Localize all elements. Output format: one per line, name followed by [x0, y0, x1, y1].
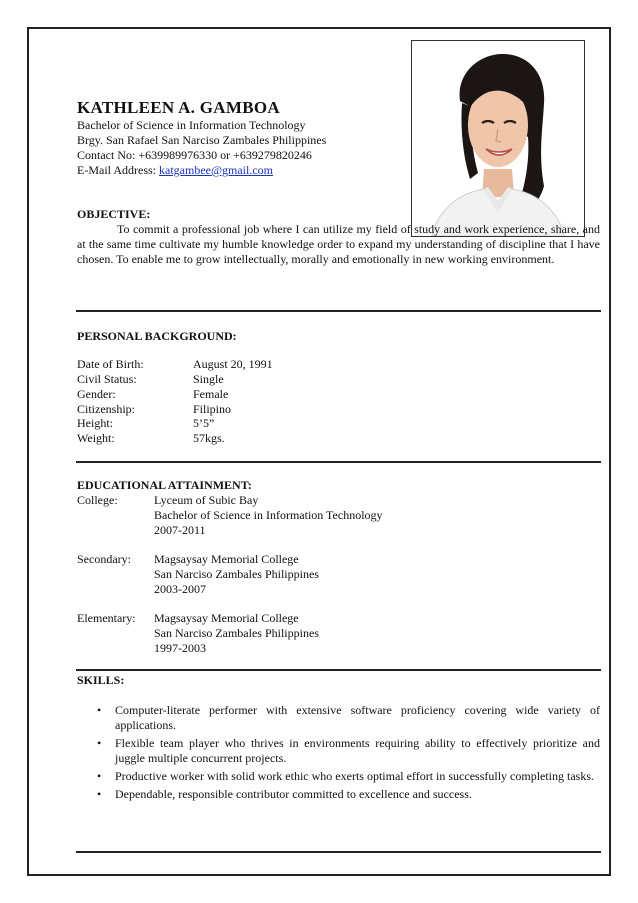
- contact-line: Contact No: +639989976330 or +639279820246: [77, 148, 312, 162]
- objective-title: OBJECTIVE:: [77, 207, 151, 221]
- skills-list: [77, 703, 600, 805]
- education-detail: San Narciso Zambales Philippines: [154, 626, 319, 640]
- skills-title: SKILLS:: [77, 673, 125, 687]
- list-item: [77, 736, 600, 766]
- email-link[interactable]: katgambee@gmail.com: [159, 163, 274, 177]
- skill-text: Dependable, responsible contributor committed to excellence and success.: [115, 787, 472, 801]
- objective-text: To commit a professional job where I can utilize my field of study and work experience, share, and at the same time cultivate my humble knowledge order to expand my understanding of discipline that I have chosen. To enable me to grow intellectually, morally and emotionally in new working environment.: [77, 222, 600, 266]
- personal-row-dob: [77, 357, 377, 372]
- personal-value: 5’5”: [193, 416, 215, 430]
- skill-text: Productive worker with solid work ethic who exerts optimal effort in successfully completing tasks.: [115, 769, 595, 783]
- bullet-icon: •: [97, 787, 102, 801]
- personal-row-height: [77, 416, 377, 431]
- personal-background-title: PERSONAL BACKGROUND:: [77, 329, 237, 343]
- bullet-icon: •: [97, 736, 102, 750]
- degree-line: Bachelor of Science in Information Technology: [77, 118, 306, 132]
- personal-value: Female: [193, 387, 229, 401]
- list-item: [77, 769, 600, 784]
- education-school: Magsaysay Memorial College: [154, 611, 299, 625]
- applicant-name: KATHLEEN A. GAMBOA: [77, 98, 280, 117]
- divider: [76, 851, 601, 853]
- education-years: 2007-2011: [154, 523, 206, 537]
- education-label: Secondary:: [77, 552, 131, 566]
- education-years: 2003-2007: [154, 582, 206, 596]
- education-label: Elementary:: [77, 611, 136, 625]
- list-item: [77, 787, 600, 802]
- bullet-icon: •: [97, 769, 102, 783]
- education-school: Magsaysay Memorial College: [154, 552, 299, 566]
- skill-text: Computer-literate performer with extensive software proficiency covering wide variety of applications.: [115, 703, 600, 732]
- personal-row-gender: [77, 387, 377, 402]
- profile-photo: [411, 40, 585, 237]
- personal-label: Height:: [77, 416, 113, 430]
- personal-value: Filipino: [193, 402, 232, 416]
- education-years: 1997-2003: [154, 641, 206, 655]
- divider: [76, 669, 601, 671]
- personal-label: Civil Status:: [77, 372, 137, 386]
- personal-value: Single: [193, 372, 224, 386]
- education-title: EDUCATIONAL ATTAINMENT:: [77, 478, 252, 492]
- personal-value: 57kgs.: [193, 431, 225, 445]
- divider: [76, 461, 601, 463]
- personal-label: Weight:: [77, 431, 115, 445]
- personal-value: August 20, 1991: [193, 357, 273, 371]
- personal-label: Gender:: [77, 387, 116, 401]
- personal-label: Citizenship:: [77, 402, 135, 416]
- address-line: Brgy. San Rafael San Narciso Zambales Philippines: [77, 133, 327, 147]
- bullet-icon: •: [97, 703, 102, 717]
- email-line: [77, 163, 273, 178]
- personal-row-civil-status: [77, 372, 377, 387]
- education-label: College:: [77, 493, 118, 507]
- list-item: [77, 703, 600, 733]
- personal-row-weight: [77, 431, 377, 446]
- personal-row-citizenship: [77, 402, 377, 417]
- email-label: E-Mail Address:: [77, 163, 159, 177]
- divider: [76, 310, 601, 312]
- education-detail: San Narciso Zambales Philippines: [154, 567, 319, 581]
- education-detail: Bachelor of Science in Information Technology: [154, 508, 383, 522]
- education-school: Lyceum of Subic Bay: [154, 493, 259, 507]
- personal-label: Date of Birth:: [77, 357, 144, 371]
- skill-text: Flexible team player who thrives in environments requiring ability to effectively prioritize and juggle multiple concurrent projects.: [115, 736, 600, 765]
